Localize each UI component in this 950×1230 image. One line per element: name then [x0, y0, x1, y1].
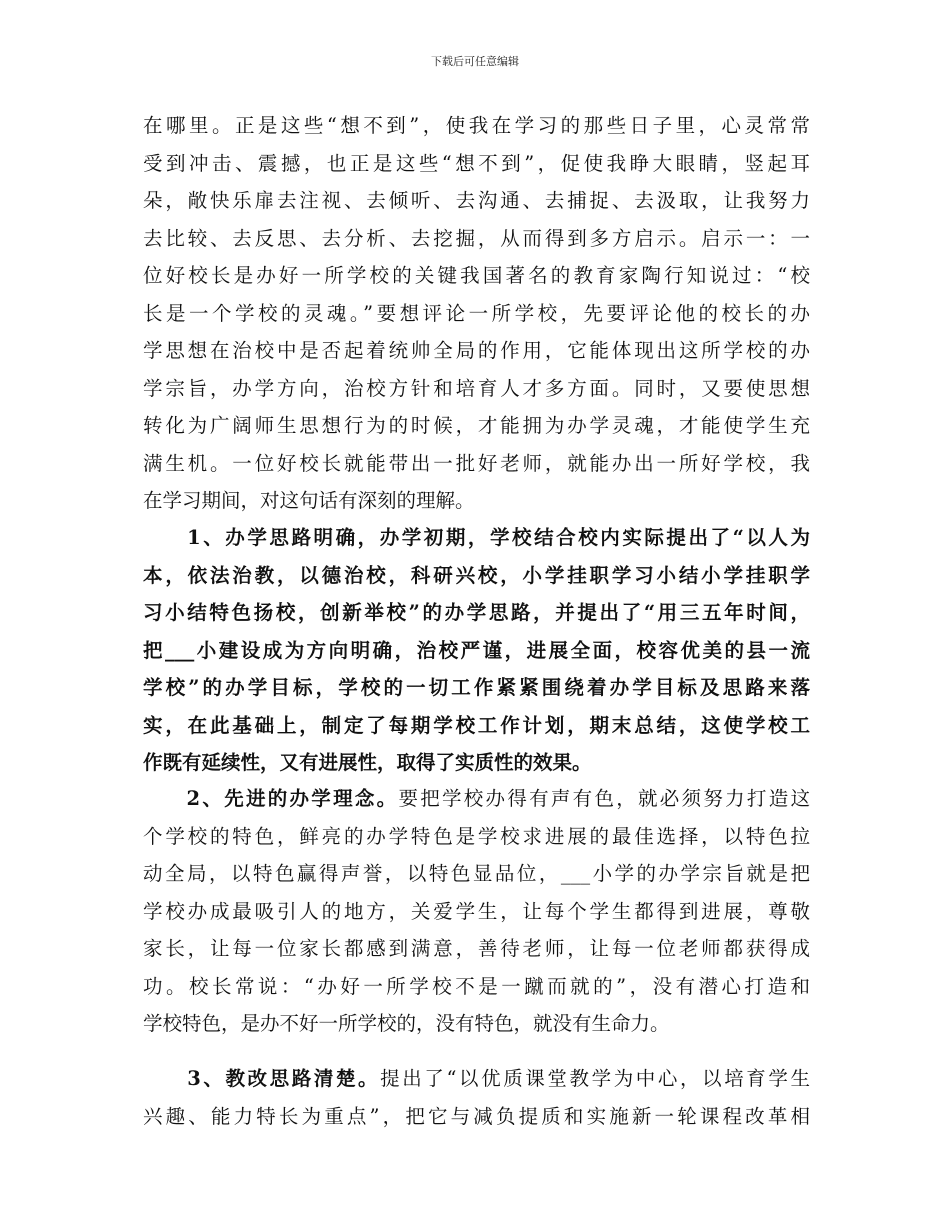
text-line: 转化为广阔师生思想行为的时候，才能拥为办学灵魂，才能使学生充 [143, 414, 810, 437]
text-line: 朵，敞快乐扉去注视、去倾听、去沟通、去捕捉、去汲取，让我努力 [143, 189, 810, 212]
point-heading: 3、教改思路清楚。 [143, 1067, 381, 1090]
page-header: 下载后可任意编辑 [431, 55, 519, 68]
paragraph-point-3 [143, 1060, 810, 1135]
text-line: 学校”的办学目标，学校的一切工作紧紧围绕着办学目标及思路来落 [143, 676, 810, 699]
text-line: 家长，让每一位家长都感到满意，善待老师，让每一位老师都获得成 [143, 937, 810, 960]
text-line: 个学校的特色，鲜亮的办学特色是学校求进展的最佳选择，以特色拉 [143, 824, 810, 848]
text-line: 满生机。一位好校长就能带出一批好老师，就能办出一所好学校，我 [143, 451, 810, 475]
text-line: 位好校长是办好一所学校的关键我国著名的教育家陶行知说过：“校 [143, 264, 810, 287]
text-line: 在哪里。正是这些“想不到”，使我在学习的那些日子里，心灵常常 [143, 114, 810, 137]
text-line: 学校办成最吸引人的地方，关爱学生，让每个学生都得到进展，尊敬 [143, 899, 810, 923]
text-line [143, 780, 810, 818]
paragraph-intro [143, 107, 810, 520]
text-line: 实，在此基础上，制定了每期学校工作计划，期末总结，这使学校工 [143, 713, 810, 737]
text-line: 去比较、去反思、去分析、去挖掘，从而得到多方启示。启示一：一 [143, 226, 810, 250]
paragraph-point-2 [143, 780, 810, 1043]
text-line: 习小结特色扬校，创新举校”的办学思路，并提出了“用三五年时间， [143, 601, 810, 624]
text-line: 受到冲击、震撼，也正是这些“想不到”，促使我睁大眼睛，竖起耳 [143, 151, 810, 175]
paragraph-point-1 [143, 519, 810, 782]
text-line [143, 1060, 810, 1098]
text-line: 动全局，以特色赢得声誉，以特色显品位，___小学的办学宗旨就是把 [143, 862, 810, 885]
point-heading: 2、先进的办学理念。 [143, 787, 399, 810]
text-line: 兴趣、能力特长为重点”，把它与减负提质和实施新一轮课程改革相 [143, 1104, 810, 1128]
text-span: 要把学校办得有声有色，就必须努力打造这 [398, 787, 810, 810]
text-line: 功。校长常说：“办好一所学校不是一蹴而就的”，没有潜心打造和 [143, 974, 810, 998]
text-line: 长是一个学校的灵魂。”要想评论一所学校，先要评论他的校长的办 [143, 301, 810, 325]
text-line: 在学习期间，对这句话有深刻的理解。 [143, 489, 475, 512]
text-line: 1、办学思路明确，办学初期，学校结合校内实际提出了“以人为 [143, 526, 810, 549]
text-line: 把___小建设成为方向明确，治校严谨，进展全面，校容优美的县一流 [143, 638, 810, 662]
text-line: 作既有延续性，又有进展性，取得了实质性的效果。 [143, 751, 592, 774]
text-span: 提出了“以优质课堂教学为中心，以培育学生 [380, 1067, 810, 1090]
text-line: 学校特色，是办不好一所学校的，没有特色，就没有生命力。 [143, 1012, 670, 1035]
text-line: 学宗旨，办学方向，治校方针和培育人才多方面。同时，又要使思想 [143, 376, 810, 400]
text-line: 本，依法治教，以德治校，科研兴校，小学挂职学习小结小学挂职学 [143, 563, 810, 587]
text-line: 学思想在治校中是否起着统帅全局的作用，它能体现出这所学校的办 [143, 339, 810, 362]
